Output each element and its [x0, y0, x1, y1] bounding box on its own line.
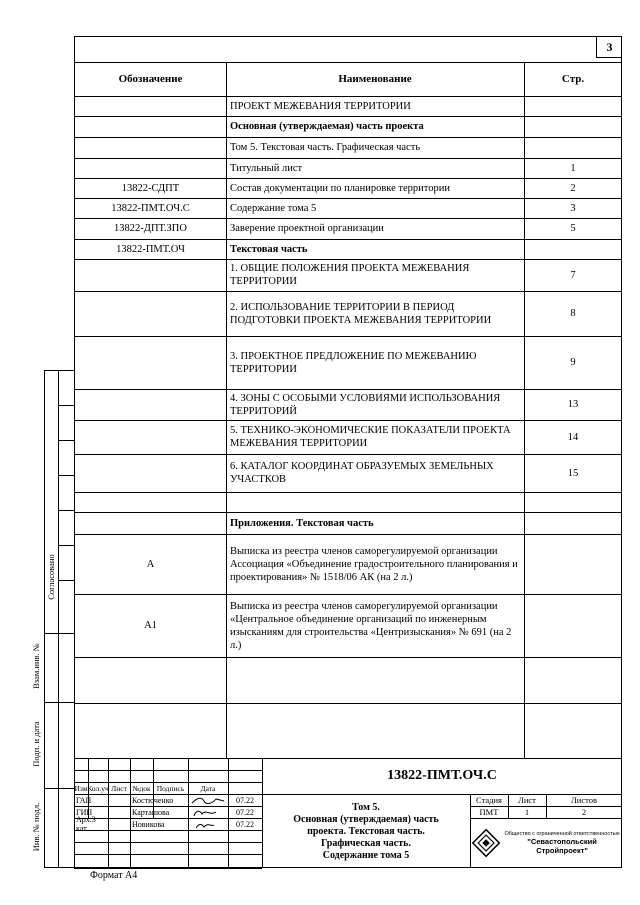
signer-date: 07.22: [236, 819, 254, 829]
table-cell-name: 3. ПРОЕКТНОЕ ПРЕДЛОЖЕНИЕ ПО МЕЖЕВАНИЮ ТЕРРИТОРИИ: [230, 350, 477, 375]
table-cell-name: ПРОЕКТ МЕЖЕВАНИЯ ТЕРРИТОРИИ: [230, 100, 411, 112]
stage-value: ПМТ: [479, 807, 499, 817]
table-cell-name: [226, 492, 524, 512]
signer-role: ГИП: [76, 807, 93, 817]
doc-title-line: Содержание тома 5: [322, 850, 410, 861]
signer-name: Новикова: [132, 819, 165, 829]
signer-name: Костюченко: [132, 795, 174, 805]
signer-role: ГАП: [76, 795, 92, 805]
table-cell-page: 13: [567, 399, 579, 410]
doc-title-line: Графическая часть.: [321, 838, 411, 849]
table-cell-page: 1: [570, 162, 576, 174]
table-cell-page: 3: [570, 202, 576, 214]
table-cell-page: 14: [567, 431, 579, 443]
table-cell-designation: [75, 389, 226, 420]
title-block-col-header: Лист: [111, 783, 127, 793]
table-cell-designation: [75, 137, 226, 158]
stage-header: Стадия: [476, 795, 502, 805]
table-cell-designation: 13822-ПМТ.ОЧ: [116, 243, 185, 255]
company-logo-icon: [472, 828, 500, 858]
table-cell-name: Заверение проектной организации: [230, 223, 384, 234]
table-cell-designation: [75, 657, 226, 703]
doc-title: [262, 796, 470, 868]
table-cell-name: Титульный лист: [230, 162, 303, 174]
table-cell-name: Текстовая часть: [230, 243, 308, 255]
company-line2: "Севастопольский Стройпроект": [527, 837, 597, 855]
signer-date: 07.22: [236, 795, 254, 805]
table-cell-designation: А: [146, 558, 155, 570]
side-inv-replace-label: Взам.инв. №: [31, 643, 41, 689]
table-cell-designation: [75, 291, 226, 336]
table-cell-name: 4. ЗОНЫ С ОСОБЫМИ УСЛОВИЯМИ ИСПОЛЬЗОВАНИЯ ТЕРРИТОРИЙ: [230, 392, 501, 417]
table-cell-name: 1. ОБЩИЕ ПОЛОЖЕНИЯ ПРОЕКТА МЕЖЕВАНИЯ ТЕРРИТОРИИ: [230, 263, 470, 287]
side-agreed-label: Согласовано: [46, 554, 56, 600]
title-block-col-header: Изм: [74, 783, 88, 793]
table-cell-designation: [75, 116, 226, 137]
title-block-col-header: Подпись: [156, 783, 185, 793]
table-cell-designation: [75, 158, 226, 178]
sheet-value: 1: [524, 807, 530, 817]
table-cell-page: 9: [570, 357, 576, 368]
format-label: Формат А4: [90, 870, 138, 881]
table-cell-page: 7: [570, 269, 576, 281]
signature-icon: [190, 807, 226, 818]
signer-date: 07.22: [236, 807, 254, 817]
table-cell-name: Приложения. Текстовая часть: [230, 517, 374, 529]
table-cell-name: Состав документации по планировке территории: [230, 182, 450, 194]
table-cell-page: [524, 137, 622, 158]
table-cell-name: Основная (утверждаемая) часть проекта: [230, 121, 424, 132]
table-cell-page: [524, 657, 622, 703]
doc-title-line: проекта. Текстовая часть.: [307, 826, 425, 837]
signer-name: Карташова: [132, 807, 170, 817]
table-cell-name: 2. ИСПОЛЬЗОВАНИЕ ТЕРРИТОРИИ В ПЕРИОД ПОДГОТОВКИ ПРОЕКТА МЕЖЕВАНИЯ ТЕРРИТОРИИ: [230, 301, 492, 326]
table-cell-name: Том 5. Текстовая часть. Графическая часть: [230, 142, 421, 153]
doc-code: 13822-ПМТ.ОЧ.С: [387, 768, 497, 783]
table-cell-designation: [75, 420, 226, 454]
sheets-header: Листов: [571, 795, 597, 805]
table-cell-page: 5: [570, 223, 576, 234]
table-cell-designation: 13822-ДПТ.ЗПО: [114, 223, 187, 234]
company-logo-block: [472, 820, 620, 866]
table-cell-page: [524, 116, 622, 137]
page-number: 3: [596, 36, 622, 58]
header-name: Наименование: [338, 72, 412, 85]
table-cell-name: 6. КАТАЛОГ КООРДИНАТ ОБРАЗУЕМЫХ ЗЕМЕЛЬНЫХ УЧАСТКОВ: [230, 461, 494, 485]
signature-icon: [190, 819, 226, 830]
table-cell-page: 2: [570, 182, 576, 194]
table-cell-page: [524, 512, 622, 534]
title-block-col-header: №док: [132, 783, 151, 793]
sheets-value: 2: [581, 807, 587, 817]
title-block-col-header: Кол.уч: [87, 783, 109, 793]
signature-icon: [190, 795, 226, 806]
table-cell-page: 15: [567, 467, 579, 479]
table-row-border: [75, 703, 622, 704]
table-cell-designation: 13822-СДПТ: [121, 182, 180, 194]
table-cell-page: [524, 534, 622, 594]
table-cell-name: [226, 657, 524, 703]
table-cell-name: Выписка из реестра членов саморегулируемой организации «Центральное объединение организаций по инженерным изысканиям для строительства «Центризыскания» № 691 (на 2 л.): [230, 600, 512, 651]
title-block-col-header: Дата: [200, 783, 216, 793]
doc-title-line: Том 5.: [352, 802, 380, 813]
signer-role: Арх.3 кат.: [76, 815, 96, 833]
table-cell-page: [524, 239, 622, 259]
doc-title-line: Основная (утверждаемая) часть: [293, 814, 439, 825]
table-cell-designation: [75, 492, 226, 512]
side-inv-orig-label: Инв. № подл.: [31, 802, 41, 852]
table-cell-name: Выписка из реестра членов саморегулируемой организации Ассоциация «Объединение градостроительного планирования и проектирования» № 1518/06 АК (на 2 л.): [230, 545, 518, 583]
company-line1: Общество с ограниченной ответственностью: [504, 831, 620, 837]
table-cell-page: [524, 594, 622, 657]
table-cell-page: 8: [570, 308, 576, 319]
side-sign-date-label: Подп. и дата: [31, 721, 41, 767]
table-cell-designation: [75, 336, 226, 389]
header-designation: Обозначение: [118, 72, 183, 85]
table-cell-designation: [75, 259, 226, 291]
table-cell-designation: [75, 454, 226, 492]
table-cell-designation: А1: [144, 620, 157, 631]
table-cell-designation: 13822-ПМТ.ОЧ.С: [111, 202, 190, 214]
table-cell-designation: [75, 96, 226, 116]
table-cell-name: Содержание тома 5: [230, 202, 317, 214]
table-cell-page: [524, 96, 622, 116]
table-cell-page: [524, 492, 622, 512]
table-cell-designation: [75, 512, 226, 534]
sheet-header: Лист: [518, 795, 536, 805]
table-cell-name: 5. ТЕХНИКО-ЭКОНОМИЧЕСКИЕ ПОКАЗАТЕЛИ ПРОЕКТА МЕЖЕВАНИЯ ТЕРРИТОРИИ: [230, 425, 511, 449]
header-page: Стр.: [561, 72, 585, 85]
